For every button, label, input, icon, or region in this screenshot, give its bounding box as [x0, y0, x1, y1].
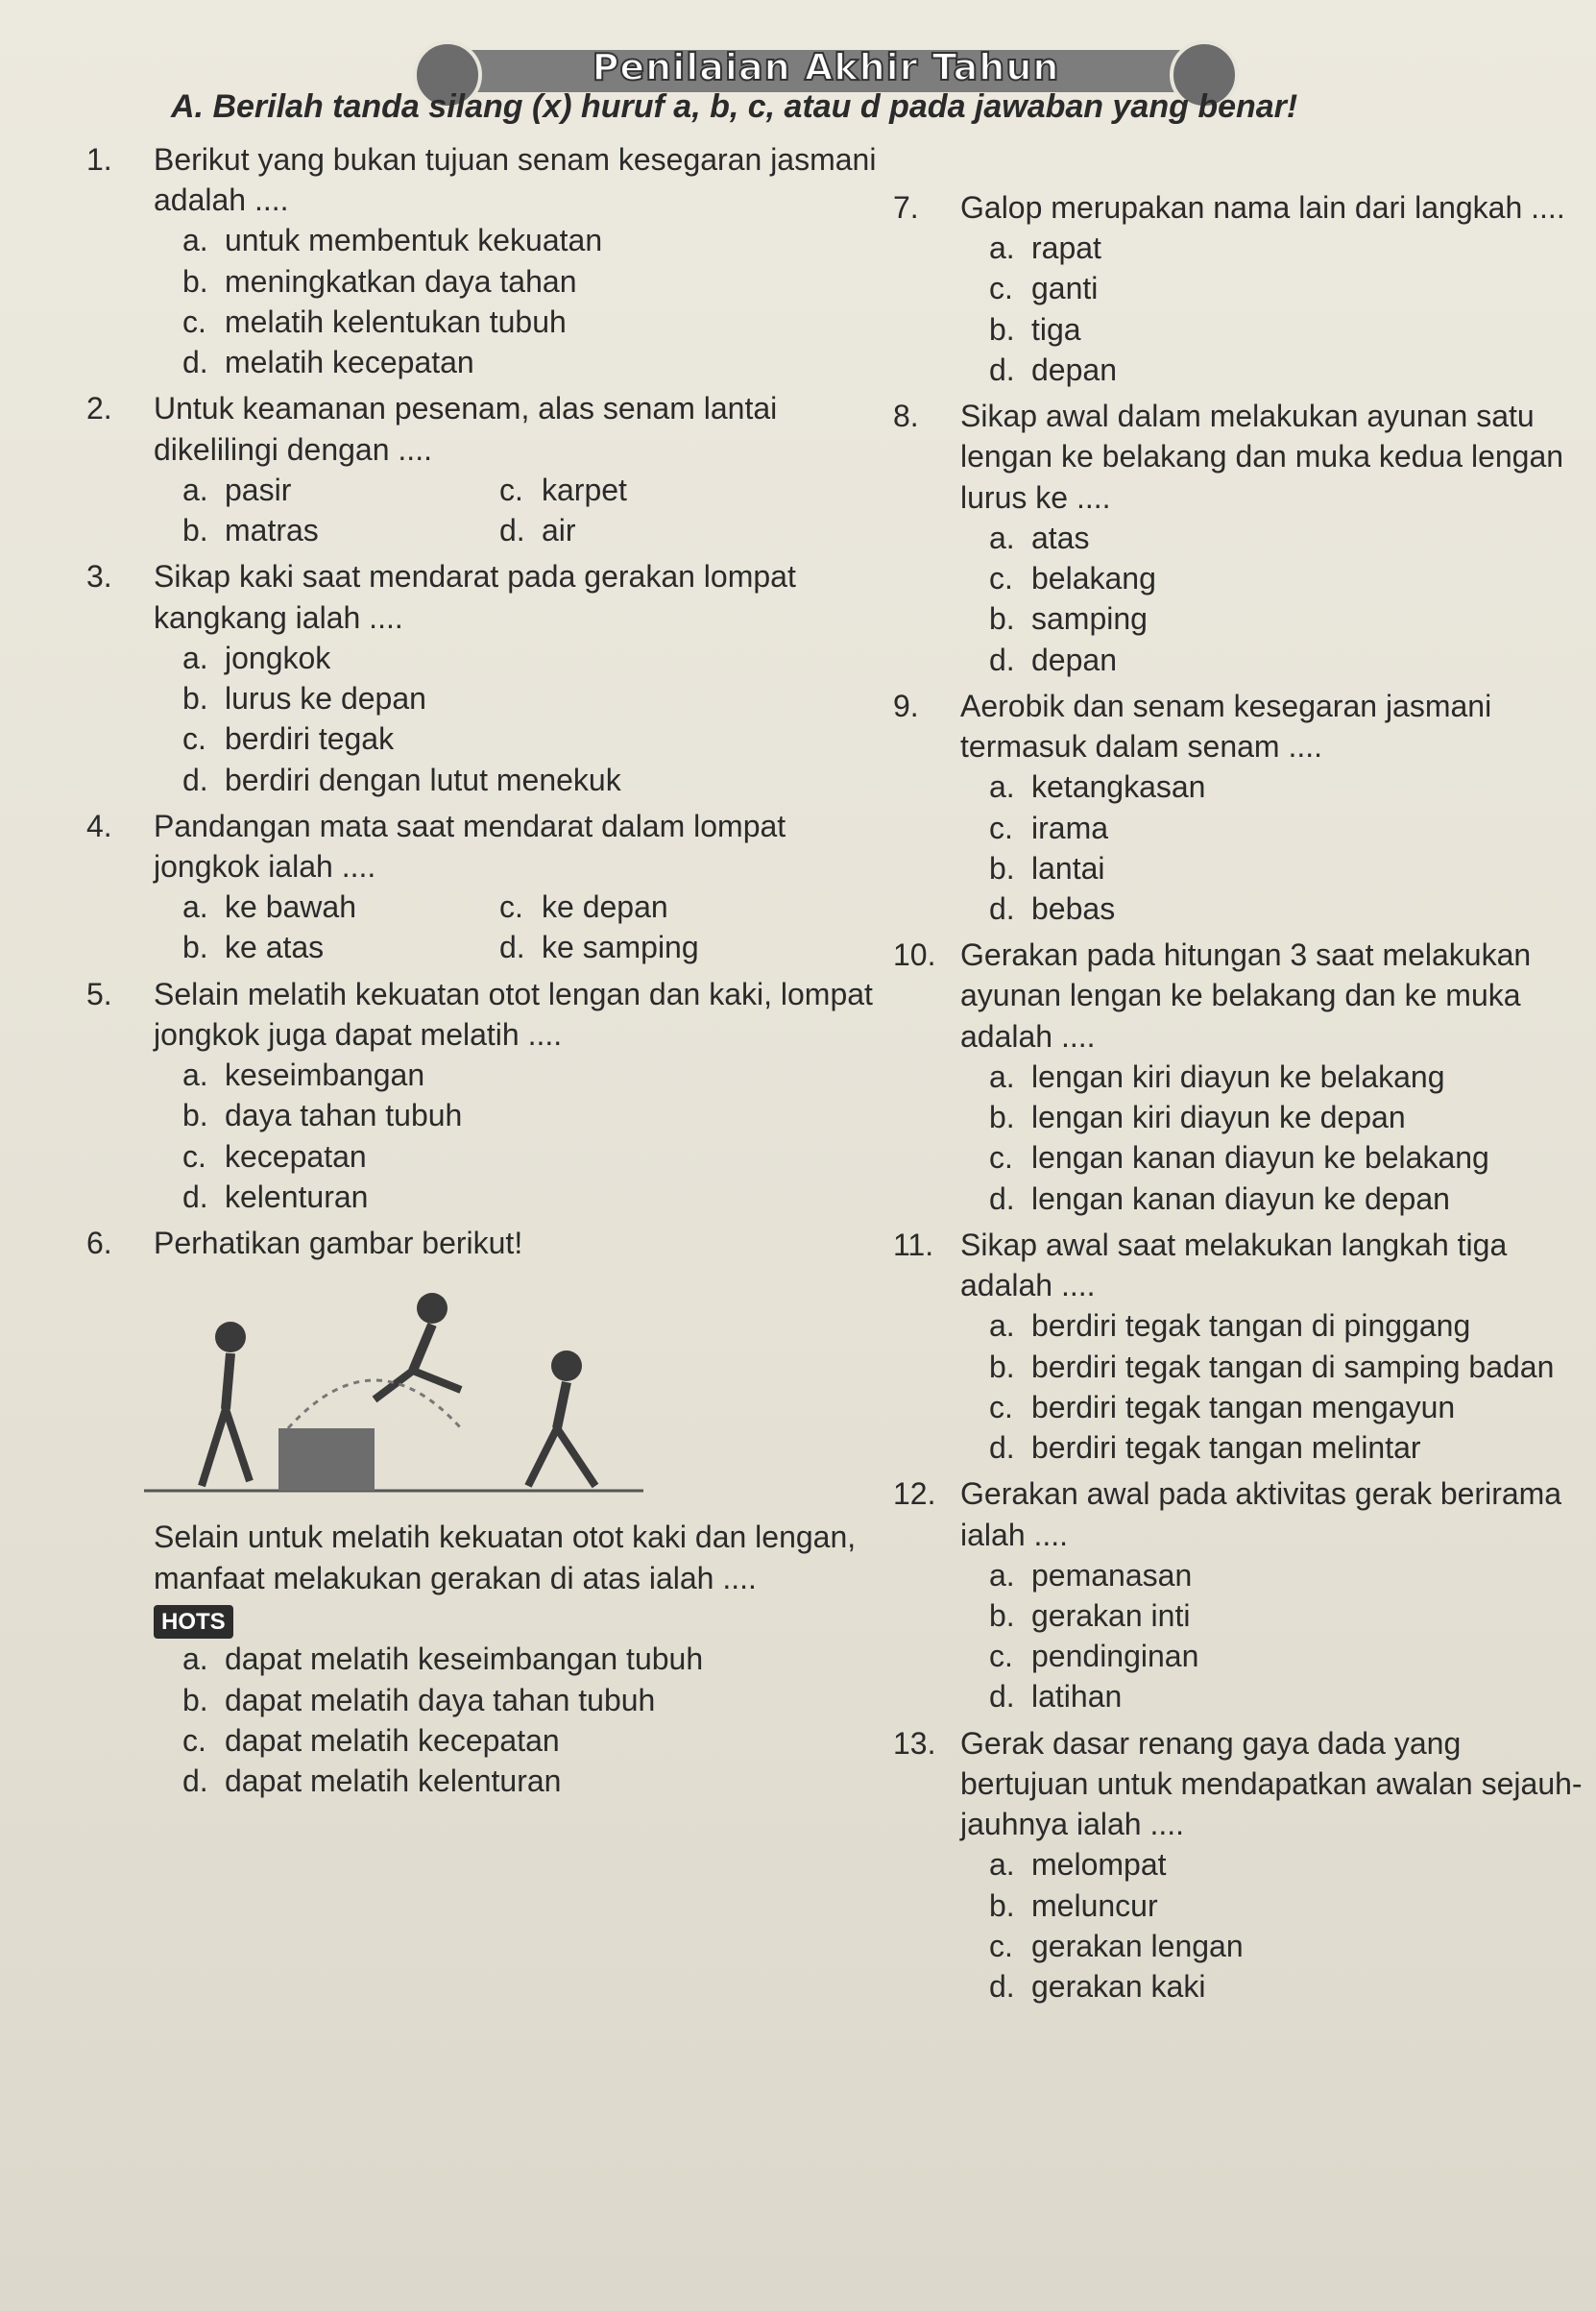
- option-letter: c.: [182, 304, 206, 339]
- option-text: lengan kanan diayun ke belakang: [1031, 1140, 1489, 1176]
- answer-option[interactable]: [989, 1926, 1584, 1966]
- answer-option[interactable]: [182, 1055, 883, 1095]
- answer-options: [182, 470, 883, 550]
- question: [893, 396, 1584, 680]
- option-letter: b.: [182, 1098, 208, 1133]
- option-text: jongkok: [225, 640, 331, 675]
- option-text: lengan kiri diayun ke belakang: [1031, 1058, 1445, 1094]
- question-number: 8.: [893, 399, 919, 434]
- option-text: meningkatkan daya tahan: [225, 263, 577, 299]
- question: [893, 935, 1584, 1219]
- option-text: belakang: [1031, 561, 1156, 596]
- answer-option[interactable]: [499, 927, 816, 967]
- option-letter: c.: [989, 1389, 1013, 1424]
- option-letter: b.: [989, 311, 1015, 347]
- option-text: tiga: [1031, 311, 1081, 347]
- option-text: pendinginan: [1031, 1639, 1199, 1674]
- option-text: berdiri tegak tangan di pinggang: [1031, 1308, 1471, 1344]
- hots-wrap: [154, 1598, 883, 1640]
- answer-option[interactable]: [989, 888, 1306, 929]
- question: [86, 139, 883, 382]
- question: [86, 974, 883, 1217]
- option-letter: d.: [989, 1969, 1015, 2005]
- answer-options: [182, 1639, 883, 1801]
- option-letter: d.: [499, 513, 525, 548]
- option-text: atas: [1031, 520, 1090, 555]
- option-text: keseimbangan: [225, 1058, 425, 1093]
- question-stem: Selain melatih kekuatan otot lengan dan kaki, lompat jongkok juga dapat melatih ....: [154, 976, 873, 1052]
- question: [893, 1225, 1584, 1468]
- option-text: ke samping: [542, 930, 699, 965]
- answer-option[interactable]: [989, 1636, 1584, 1676]
- answer-options: [989, 518, 1584, 680]
- option-letter: c.: [182, 1722, 206, 1758]
- option-text: dapat melatih daya tahan tubuh: [225, 1682, 656, 1717]
- answer-option[interactable]: [989, 350, 1306, 390]
- option-letter: d.: [989, 1180, 1015, 1216]
- option-text: air: [542, 513, 576, 548]
- option-letter: b.: [989, 1100, 1015, 1135]
- answer-option[interactable]: [499, 887, 816, 927]
- answer-option[interactable]: [182, 302, 883, 342]
- answer-option[interactable]: [989, 1427, 1584, 1468]
- question: [893, 1473, 1584, 1716]
- option-letter: c.: [989, 1140, 1013, 1176]
- answer-option[interactable]: [989, 1347, 1584, 1387]
- option-text: samping: [1031, 601, 1148, 637]
- option-letter: d.: [989, 642, 1015, 677]
- option-letter: d.: [182, 1179, 208, 1214]
- answer-option[interactable]: [182, 1095, 883, 1135]
- answer-option[interactable]: [989, 1179, 1584, 1219]
- option-text: dapat melatih kelenturan: [225, 1764, 562, 1799]
- question-number: 12.: [893, 1476, 936, 1512]
- option-text: lantai: [1031, 850, 1105, 886]
- option-text: ke depan: [542, 889, 668, 925]
- answer-option[interactable]: [499, 470, 816, 510]
- answer-option[interactable]: [989, 518, 1306, 558]
- page-title: Penilaian Akhir Tahun: [592, 46, 1060, 88]
- answer-option[interactable]: [182, 220, 883, 260]
- question: [893, 187, 1584, 390]
- option-text: kecepatan: [225, 1138, 367, 1174]
- answer-option[interactable]: [182, 718, 883, 759]
- option-text: berdiri tegak tangan di samping badan: [1031, 1349, 1555, 1384]
- option-letter: d.: [182, 1764, 208, 1799]
- answer-option[interactable]: [182, 510, 499, 550]
- question-stem: Untuk keamanan pesenam, alas senam lantai dikelilingi dengan ....: [154, 391, 778, 467]
- section-instruction: A. Berilah tanda silang (x) huruf a, b, c, atau d pada jawaban yang benar!: [171, 88, 1298, 125]
- answer-option[interactable]: [989, 766, 1306, 807]
- option-letter: a.: [182, 472, 208, 507]
- option-letter: b.: [182, 681, 208, 717]
- answer-option[interactable]: [989, 309, 1306, 350]
- answer-options: [182, 1055, 883, 1217]
- option-text: irama: [1031, 810, 1109, 845]
- question-number: 3.: [86, 559, 112, 595]
- option-text: ketangkasan: [1031, 769, 1206, 805]
- answer-option[interactable]: [182, 1639, 883, 1679]
- option-letter: b.: [182, 513, 208, 548]
- answer-option[interactable]: [989, 1097, 1584, 1137]
- option-letter: d.: [182, 345, 208, 380]
- option-letter: c.: [499, 889, 523, 925]
- answer-option[interactable]: [182, 261, 883, 302]
- option-letter: d.: [989, 1679, 1015, 1715]
- option-letter: c.: [989, 271, 1013, 306]
- question: [893, 686, 1584, 929]
- question-number: 13.: [893, 1725, 936, 1761]
- answer-option[interactable]: [182, 887, 499, 927]
- option-text: lurus ke depan: [225, 681, 426, 717]
- answer-options: [989, 1555, 1584, 1717]
- question-stem: Galop merupakan nama lain dari langkah ....: [960, 190, 1565, 225]
- right-column: [893, 187, 1584, 2012]
- question-number: 7.: [893, 190, 919, 225]
- option-letter: a.: [989, 1308, 1015, 1344]
- option-text: meluncur: [1031, 1887, 1158, 1923]
- option-letter: b.: [989, 1887, 1015, 1923]
- question-number: 5.: [86, 976, 112, 1011]
- question-number: 4.: [86, 808, 112, 843]
- question: [86, 1223, 883, 1263]
- option-text: ke bawah: [225, 889, 356, 925]
- option-letter: b.: [989, 1597, 1015, 1633]
- answer-option[interactable]: [989, 1676, 1584, 1716]
- option-text: dapat melatih kecepatan: [225, 1722, 560, 1758]
- answer-option[interactable]: [182, 927, 499, 967]
- option-text: daya tahan tubuh: [225, 1098, 463, 1133]
- question-stem: Pandangan mata saat mendarat dalam lompat jongkok ialah ....: [154, 808, 786, 884]
- question-number: 1.: [86, 142, 112, 177]
- option-text: rapat: [1031, 231, 1101, 266]
- hots-badge: HOTS: [154, 1605, 233, 1640]
- option-letter: c.: [989, 1928, 1013, 1963]
- answer-option[interactable]: [182, 1177, 883, 1217]
- answer-options: [989, 1305, 1584, 1468]
- answer-option[interactable]: [182, 342, 883, 382]
- left-column: [86, 139, 883, 1807]
- option-letter: d.: [989, 352, 1015, 387]
- question: [893, 1723, 1584, 2007]
- option-letter: a.: [989, 1847, 1015, 1883]
- option-text: lengan kiri diayun ke depan: [1031, 1100, 1406, 1135]
- option-text: untuk membentuk kekuatan: [225, 223, 603, 258]
- question-stem: Gerak dasar renang gaya dada yang bertujuan untuk mendapatkan awalan sejauh-jauhnya ialah ....: [960, 1725, 1583, 1842]
- answer-option[interactable]: [182, 760, 883, 800]
- option-text: melompat: [1031, 1847, 1167, 1883]
- option-letter: b.: [989, 601, 1015, 637]
- answer-option[interactable]: [182, 678, 883, 718]
- answer-option[interactable]: [989, 848, 1306, 888]
- option-letter: a.: [182, 640, 208, 675]
- question-number: 11.: [893, 1227, 934, 1262]
- option-text: berdiri dengan lutut menekuk: [225, 762, 621, 797]
- option-letter: a.: [989, 1058, 1015, 1094]
- answer-option[interactable]: [182, 1680, 883, 1720]
- question-stem: Gerakan awal pada aktivitas gerak berirama ialah ....: [960, 1476, 1562, 1552]
- option-text: gerakan kaki: [1031, 1969, 1206, 2005]
- question-number: 2.: [86, 391, 112, 426]
- answer-options: [989, 1844, 1584, 2007]
- option-text: kelenturan: [225, 1179, 369, 1214]
- answer-options: [182, 220, 883, 382]
- answer-option[interactable]: [989, 1885, 1584, 1926]
- answer-option[interactable]: [989, 598, 1306, 639]
- option-text: melatih kecepatan: [225, 345, 474, 380]
- option-text: matras: [225, 513, 319, 548]
- option-letter: b.: [989, 1349, 1015, 1384]
- option-letter: b.: [182, 930, 208, 965]
- option-text: berdiri tegak: [225, 721, 395, 757]
- option-letter: b.: [182, 1682, 208, 1717]
- option-letter: a.: [182, 223, 208, 258]
- answer-option[interactable]: [989, 1555, 1584, 1595]
- option-letter: a.: [989, 1557, 1015, 1593]
- option-letter: d.: [499, 930, 525, 965]
- answer-options: [182, 638, 883, 800]
- answer-option[interactable]: [989, 228, 1306, 268]
- option-text: berdiri tegak tangan melintar: [1031, 1430, 1421, 1466]
- option-letter: a.: [182, 1058, 208, 1093]
- option-letter: a.: [989, 520, 1015, 555]
- answer-option[interactable]: [989, 558, 1306, 598]
- option-text: bebas: [1031, 890, 1116, 926]
- option-letter: a.: [182, 889, 208, 925]
- answer-option[interactable]: [182, 1720, 883, 1761]
- answer-option[interactable]: [989, 1595, 1584, 1636]
- option-text: dapat melatih keseimbangan tubuh: [225, 1642, 704, 1677]
- answer-options: [182, 887, 883, 967]
- answer-option[interactable]: [989, 1305, 1584, 1346]
- answer-option[interactable]: [989, 808, 1306, 848]
- option-letter: a.: [182, 1642, 208, 1677]
- option-text: gerakan inti: [1031, 1597, 1191, 1633]
- option-letter: c.: [182, 1138, 206, 1174]
- option-text: depan: [1031, 352, 1117, 387]
- question-stem: Perhatikan gambar berikut!: [154, 1226, 523, 1261]
- option-text: karpet: [542, 472, 627, 507]
- option-letter: c.: [989, 561, 1013, 596]
- option-letter: c.: [989, 810, 1013, 845]
- question: [86, 806, 883, 968]
- answer-option[interactable]: [989, 1844, 1584, 1885]
- answer-options: [989, 1057, 1584, 1219]
- option-letter: d.: [182, 762, 208, 797]
- answer-option[interactable]: [989, 1057, 1584, 1097]
- answer-option[interactable]: [989, 640, 1306, 680]
- answer-option[interactable]: [182, 1136, 883, 1177]
- exercise-illustration: [144, 1275, 643, 1505]
- option-text: melatih kelentukan tubuh: [225, 304, 567, 339]
- option-letter: d.: [989, 890, 1015, 926]
- answer-option[interactable]: [182, 470, 499, 510]
- answer-option[interactable]: [989, 1966, 1584, 2007]
- question-stem: Sikap awal dalam melakukan ayunan satu lengan ke belakang dan muka kedua lengan lurus ke ....: [960, 399, 1564, 515]
- answer-option[interactable]: [989, 1387, 1584, 1427]
- option-text: latihan: [1031, 1679, 1123, 1715]
- question-stem: Selain untuk melatih kekuatan otot kaki dan lengan, manfaat melakukan gerakan di atas ialah ....: [154, 1520, 857, 1595]
- option-letter: b.: [989, 850, 1015, 886]
- question-stem: Gerakan pada hitungan 3 saat melakukan ayunan lengan ke belakang dan ke muka adalah ....: [960, 937, 1532, 1054]
- option-text: depan: [1031, 642, 1117, 677]
- question-stem: Berikut yang bukan tujuan senam kesegaran jasmani adalah ....: [154, 142, 877, 218]
- answer-option[interactable]: [182, 638, 883, 678]
- option-text: pasir: [225, 472, 292, 507]
- option-letter: d.: [989, 1430, 1015, 1466]
- jump-figure-svg: [144, 1275, 643, 1505]
- question: [86, 388, 883, 550]
- answer-option[interactable]: [182, 1761, 883, 1801]
- option-letter: a.: [989, 769, 1015, 805]
- option-letter: c.: [989, 1639, 1013, 1674]
- answer-option[interactable]: [499, 510, 816, 550]
- answer-options: [989, 228, 1584, 390]
- answer-option[interactable]: [989, 268, 1306, 308]
- option-text: ganti: [1031, 271, 1099, 306]
- option-text: ke atas: [225, 930, 325, 965]
- answer-option[interactable]: [989, 1137, 1584, 1178]
- option-letter: a.: [989, 231, 1015, 266]
- question-number: 10.: [893, 937, 936, 973]
- question-number: 9.: [893, 688, 919, 723]
- option-letter: b.: [182, 263, 208, 299]
- option-text: berdiri tegak tangan mengayun: [1031, 1389, 1456, 1424]
- answer-options: [989, 766, 1584, 929]
- question-6-continuation: [86, 1517, 883, 1801]
- option-text: lengan kanan diayun ke depan: [1031, 1180, 1450, 1216]
- option-letter: c.: [182, 721, 206, 757]
- option-letter: c.: [499, 472, 523, 507]
- question-stem: Sikap awal saat melakukan langkah tiga adalah ....: [960, 1227, 1508, 1303]
- question: [86, 556, 883, 799]
- question-number: 6.: [86, 1226, 112, 1261]
- question-stem: Sikap kaki saat mendarat pada gerakan lompat kangkang ialah ....: [154, 559, 796, 635]
- question-stem: Aerobik dan senam kesegaran jasmani termasuk dalam senam ....: [960, 688, 1492, 765]
- option-text: gerakan lengan: [1031, 1928, 1244, 1963]
- option-text: pemanasan: [1031, 1557, 1193, 1593]
